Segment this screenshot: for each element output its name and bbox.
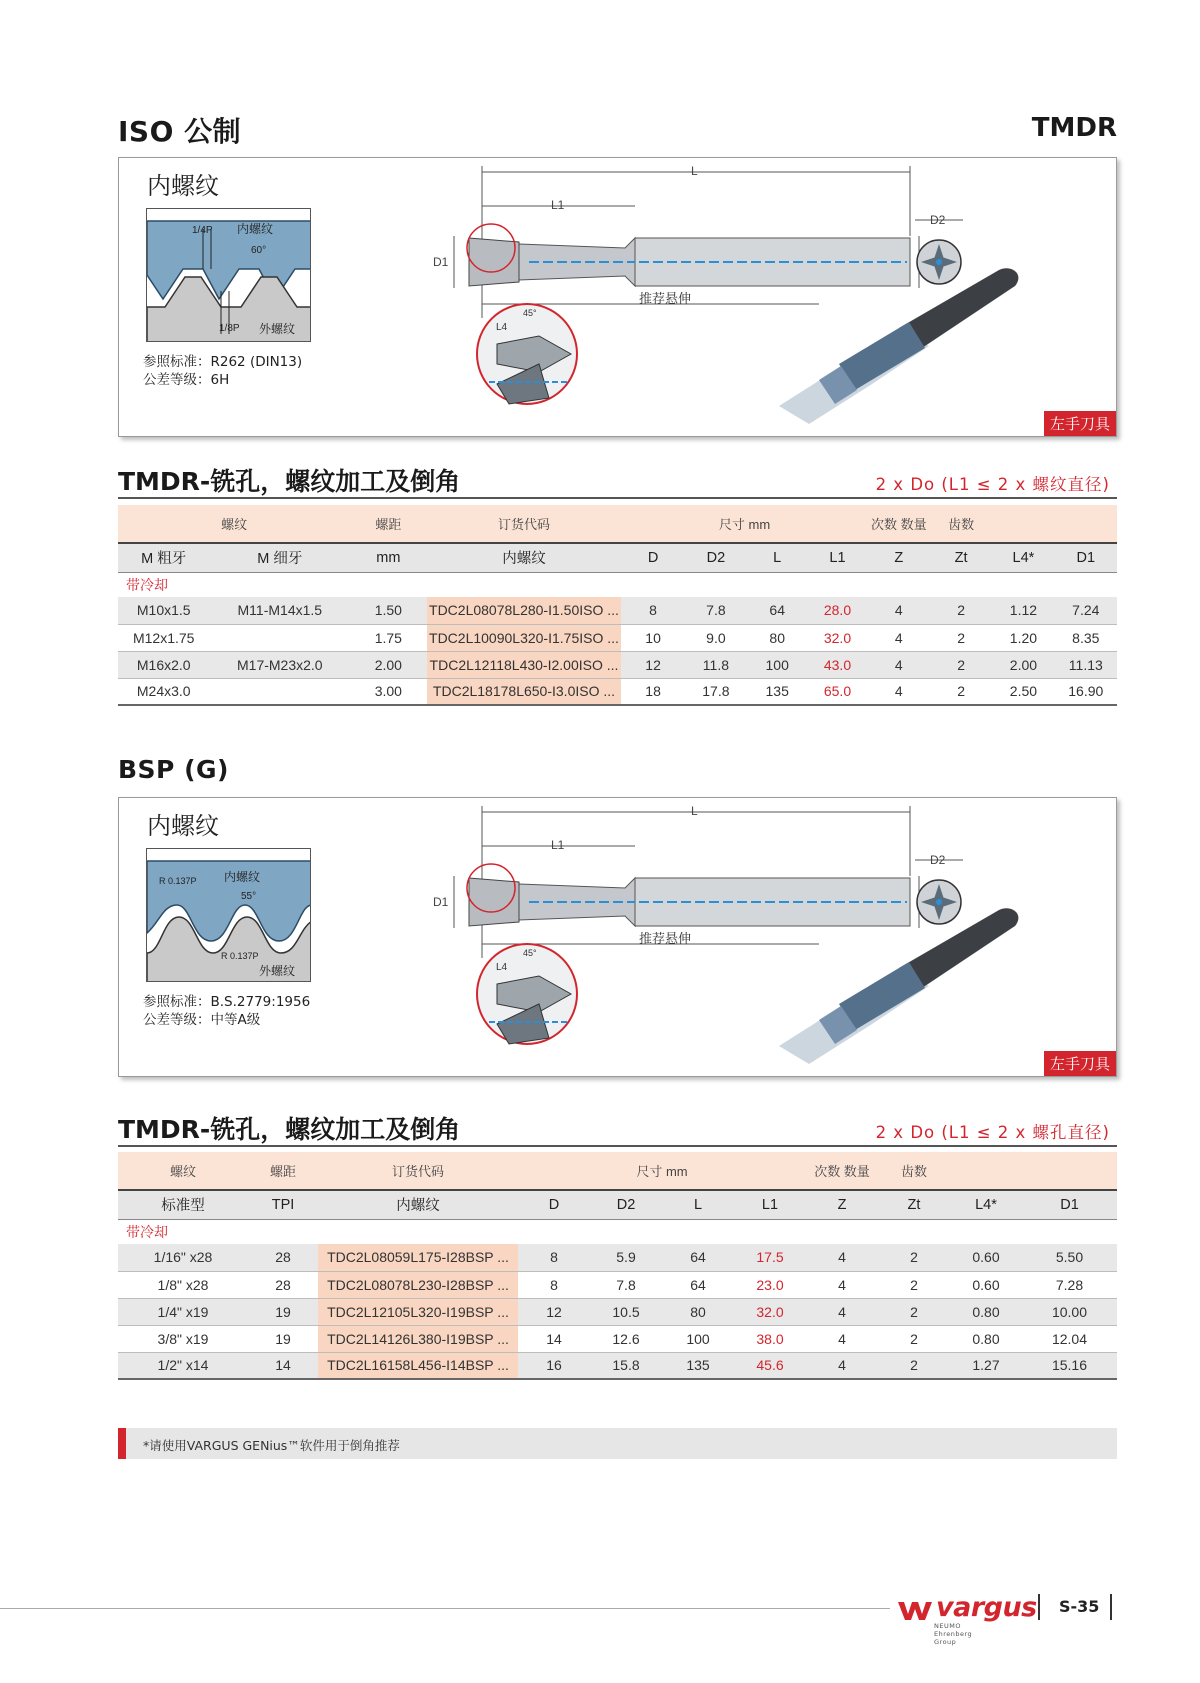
table-cell: 64: [662, 1244, 734, 1271]
bsp-section-title: TMDR-铣孔，螺纹加工及倒角: [118, 1115, 461, 1144]
table-cell: 18: [621, 678, 684, 705]
table-cell: 0.80: [950, 1325, 1022, 1352]
group-teeth: 齿数: [878, 1152, 950, 1190]
col-header: Zt: [878, 1190, 950, 1219]
profile-label-top1: 1/4P: [192, 225, 213, 236]
col-header: Zt: [930, 543, 992, 572]
left-hand-tool-badge: 左手刀具: [1044, 1051, 1116, 1076]
table-cell: 14: [248, 1352, 318, 1379]
table-cell: 0.60: [950, 1271, 1022, 1298]
table-cell: 2: [878, 1325, 950, 1352]
order-code-cell: TDC2L18178L650-I3.0ISO ...: [427, 678, 622, 705]
footnote-text: *请使用VARGUS GENius™软件用于倒角推荐: [143, 1438, 400, 1453]
order-code-cell: TDC2L12118L430-I2.00ISO ...: [427, 651, 622, 678]
table-cell: 2.00: [992, 651, 1054, 678]
order-code-cell: TDC2L16158L456-I14BSP ...: [318, 1352, 518, 1379]
col-header: L4*: [992, 543, 1054, 572]
table-cell: 17.5: [734, 1244, 806, 1271]
col-header: Z: [868, 543, 930, 572]
table-cell: 2: [878, 1271, 950, 1298]
table-cell: 1.20: [992, 624, 1054, 651]
table-cell: 2: [930, 651, 992, 678]
table-cell: 16.90: [1055, 678, 1117, 705]
table-cell: 5.50: [1022, 1244, 1117, 1271]
table-cell: [209, 678, 350, 705]
table-cell: 5.9: [590, 1244, 662, 1271]
group-thread: 螺纹: [118, 505, 350, 543]
col-header: D1: [1055, 543, 1117, 572]
table-cell: 4: [868, 597, 930, 624]
group-thread: 螺纹: [118, 1152, 248, 1190]
table-cell: 2: [878, 1298, 950, 1325]
table-cell: 1.50: [350, 597, 426, 624]
dim-label-D2: D2: [930, 853, 946, 867]
footer-separator: [1110, 1594, 1112, 1620]
group-order-code: 订货代码: [318, 1152, 518, 1190]
chamfer-angle-label: 45°: [523, 308, 537, 318]
table-cell: 28: [248, 1271, 318, 1298]
table-group-header: [118, 505, 1117, 543]
order-code-cell: TDC2L12105L320-I19BSP ...: [318, 1298, 518, 1325]
table-cell: 2: [878, 1244, 950, 1271]
table-cell: 32.0: [734, 1298, 806, 1325]
overhang-label: 推荐悬伸: [639, 292, 692, 307]
profile-label-top1: R 0.137P: [159, 876, 197, 886]
dim-label-D1: D1: [433, 255, 449, 269]
tool-photo: [779, 268, 1018, 424]
table-cell: 4: [868, 678, 930, 705]
page-number: S-35: [1059, 1597, 1100, 1616]
col-header: D: [621, 543, 684, 572]
col-header: M 粗牙: [118, 543, 209, 572]
table-row: [118, 1244, 1117, 1271]
table-cell: 0.60: [950, 1244, 1022, 1271]
bsp-section-note: 2 x Do (L1 ≤ 2 x 螺孔直径): [875, 1123, 1110, 1142]
table-cell: 12: [518, 1298, 590, 1325]
bsp-spec-table: [118, 1152, 1117, 1380]
table-cell: M12x1.75: [118, 624, 209, 651]
col-header: Z: [806, 1190, 878, 1219]
col-header: L: [662, 1190, 734, 1219]
panel-title: 内螺纹: [147, 812, 219, 840]
table-cell: 32.0: [807, 624, 867, 651]
table-cell: 1/2" x14: [118, 1352, 248, 1379]
table-cell: 19: [248, 1298, 318, 1325]
table-cell: 8: [518, 1271, 590, 1298]
tolerance-grade: 公差等级：中等A级: [143, 1012, 261, 1028]
logo-subline: NEUMO Ehrenberg Group: [934, 1622, 973, 1646]
col-header: 内螺纹: [318, 1190, 518, 1219]
order-code-cell: TDC2L10090L320-I1.75ISO ...: [427, 624, 622, 651]
table-cell: 19: [248, 1325, 318, 1352]
dim-label-L4: L4: [496, 322, 508, 333]
profile-label-angle: 55°: [241, 891, 257, 902]
dim-label-L: L: [691, 804, 698, 818]
col-header: M 细牙: [209, 543, 350, 572]
table-row: [118, 1298, 1117, 1325]
col-header: D2: [685, 543, 747, 572]
left-hand-tool-badge: 左手刀具: [1044, 411, 1116, 436]
table-cell: 4: [806, 1244, 878, 1271]
table-cell: 64: [662, 1271, 734, 1298]
coolant-row: [118, 1219, 1117, 1244]
table-cell: 65.0: [807, 678, 867, 705]
col-header: 标准型: [118, 1190, 248, 1219]
table-column-header: [118, 543, 1117, 572]
table-cell: 38.0: [734, 1325, 806, 1352]
table-cell: 100: [747, 651, 807, 678]
table-row: [118, 651, 1117, 678]
order-code-cell: TDC2L08078L230-I28BSP ...: [318, 1271, 518, 1298]
dim-label-L1: L1: [551, 838, 565, 852]
group-passes: 次数 数量: [806, 1152, 878, 1190]
table-cell: 7.24: [1055, 597, 1117, 624]
table-cell: 10.5: [590, 1298, 662, 1325]
profile-label-bottom1: R 0.137P: [221, 951, 259, 961]
table-cell: 17.8: [685, 678, 747, 705]
table-cell: 8.35: [1055, 624, 1117, 651]
col-header: mm: [350, 543, 426, 572]
dim-label-D2: D2: [930, 213, 946, 227]
table-cell: 4: [806, 1298, 878, 1325]
tool-photo: [779, 908, 1018, 1064]
table-cell: 14: [518, 1325, 590, 1352]
table-cell: 4: [806, 1352, 878, 1379]
table-cell: 1/8" x28: [118, 1271, 248, 1298]
bsp-diagram-panel: [118, 797, 1117, 1077]
iso-section-title: TMDR-铣孔，螺纹加工及倒角: [118, 467, 461, 496]
table-cell: 4: [868, 651, 930, 678]
table-cell: 135: [747, 678, 807, 705]
table-cell: 16: [518, 1352, 590, 1379]
group-pitch: 螺距: [350, 505, 426, 543]
tolerance-grade: 公差等级：6H: [143, 372, 230, 388]
table-row: [118, 1352, 1117, 1379]
footer-rule: [0, 1608, 890, 1609]
table-cell: 2: [930, 678, 992, 705]
table-cell: 2: [930, 624, 992, 651]
iso-spec-table: [118, 505, 1117, 706]
dim-label-L1: L1: [551, 198, 565, 212]
reference-standard: 参照标准：R262 (DIN13): [143, 354, 303, 370]
table-cell: 1/4" x19: [118, 1298, 248, 1325]
table-cell: [209, 624, 350, 651]
footnote-accent-bar: [118, 1428, 126, 1459]
table-cell: 2.50: [992, 678, 1054, 705]
dim-label-L: L: [691, 164, 698, 178]
table-cell: 1/16" x28: [118, 1244, 248, 1271]
table-cell: 0.80: [950, 1298, 1022, 1325]
table-cell: 12.04: [1022, 1325, 1117, 1352]
table-cell: 7.8: [590, 1271, 662, 1298]
table-cell: 2: [930, 597, 992, 624]
table-cell: 23.0: [734, 1271, 806, 1298]
section-rule: [118, 1145, 1117, 1147]
tool-drawing: [119, 798, 1118, 1078]
table-cell: 2: [878, 1352, 950, 1379]
section-rule: [118, 497, 1117, 499]
table-cell: 45.6: [734, 1352, 806, 1379]
table-cell: 15.8: [590, 1352, 662, 1379]
table-cell: M10x1.5: [118, 597, 209, 624]
table-cell: M17-M23x2.0: [209, 651, 350, 678]
iso-diagram-panel: [118, 157, 1117, 437]
order-code-cell: TDC2L08059L175-I28BSP ...: [318, 1244, 518, 1271]
table-cell: 10: [621, 624, 684, 651]
group-passes: 次数 数量: [868, 505, 930, 543]
table-column-header: [118, 1190, 1117, 1219]
col-header: TPI: [248, 1190, 318, 1219]
profile-label-bottom2: 外螺纹: [259, 322, 296, 336]
overhang-label: 推荐悬伸: [639, 932, 692, 947]
panel-title: 内螺纹: [147, 172, 219, 200]
table-cell: 12: [621, 651, 684, 678]
group-dimensions: 尺寸 mm: [518, 1152, 806, 1190]
table-cell: 11.8: [685, 651, 747, 678]
table-cell: 8: [621, 597, 684, 624]
profile-label-bottom1: 1/8P: [219, 323, 240, 334]
profile-label-top2: 内螺纹: [224, 870, 261, 884]
col-header: L4*: [950, 1190, 1022, 1219]
table-cell: 80: [662, 1298, 734, 1325]
table-row: [118, 597, 1117, 624]
order-code-cell: TDC2L14126L380-I19BSP ...: [318, 1325, 518, 1352]
table-cell: 3.00: [350, 678, 426, 705]
dim-label-D1: D1: [433, 895, 449, 909]
group-dimensions: 尺寸 mm: [621, 505, 867, 543]
profile-label-angle: 60°: [251, 245, 267, 256]
table-cell: 28.0: [807, 597, 867, 624]
table-cell: 2.00: [350, 651, 426, 678]
table-cell: M24x3.0: [118, 678, 209, 705]
product-code: TMDR: [1031, 113, 1117, 143]
table-row: [118, 1271, 1117, 1298]
table-cell: 43.0: [807, 651, 867, 678]
table-cell: 1.75: [350, 624, 426, 651]
footnote-box: [118, 1428, 1117, 1459]
table-cell: 28: [248, 1244, 318, 1271]
table-cell: 10.00: [1022, 1298, 1117, 1325]
table-cell: 15.16: [1022, 1352, 1117, 1379]
col-header: D: [518, 1190, 590, 1219]
table-cell: 9.0: [685, 624, 747, 651]
table-cell: 4: [868, 624, 930, 651]
col-header: D2: [590, 1190, 662, 1219]
chamfer-angle-label: 45°: [523, 948, 537, 958]
iso-section-note: 2 x Do (L1 ≤ 2 x 螺纹直径): [875, 475, 1110, 494]
table-cell: 7.28: [1022, 1271, 1117, 1298]
table-cell: 64: [747, 597, 807, 624]
profile-label-bottom2: 外螺纹: [259, 964, 296, 978]
col-header: L: [747, 543, 807, 572]
col-header: D1: [1022, 1190, 1117, 1219]
group-order-code: 订货代码: [427, 505, 622, 543]
footer-separator: [1038, 1594, 1040, 1620]
logo-mark-icon: [898, 1600, 934, 1622]
table-cell: 12.6: [590, 1325, 662, 1352]
profile-label-top2: 内螺纹: [237, 222, 274, 236]
col-header: L1: [807, 543, 867, 572]
table-cell: M16x2.0: [118, 651, 209, 678]
table-cell: 1.27: [950, 1352, 1022, 1379]
tool-drawing: [119, 158, 1118, 438]
table-cell: 135: [662, 1352, 734, 1379]
table-cell: 80: [747, 624, 807, 651]
table-cell: M11-M14x1.5: [209, 597, 350, 624]
logo-wordmark: vargus: [936, 1592, 1037, 1623]
group-teeth: 齿数: [930, 505, 992, 543]
table-cell: 4: [806, 1325, 878, 1352]
coolant-label: 带冷却: [126, 576, 168, 593]
heading-iso: ISO 公制: [118, 115, 242, 148]
table-cell: 1.12: [992, 597, 1054, 624]
reference-standard: 参照标准：B.S.2779:1956: [143, 994, 311, 1010]
coolant-row: [118, 572, 1117, 597]
table-row: [118, 678, 1117, 705]
heading-bsp: BSP (G): [118, 755, 229, 784]
group-pitch: 螺距: [248, 1152, 318, 1190]
table-cell: 7.8: [685, 597, 747, 624]
table-cell: 11.13: [1055, 651, 1117, 678]
table-group-header: [118, 1152, 1117, 1190]
table-cell: 4: [806, 1271, 878, 1298]
col-header: L1: [734, 1190, 806, 1219]
dim-label-L4: L4: [496, 962, 508, 973]
table-cell: 3/8" x19: [118, 1325, 248, 1352]
table-row: [118, 1325, 1117, 1352]
table-cell: 100: [662, 1325, 734, 1352]
table-cell: 8: [518, 1244, 590, 1271]
order-code-cell: TDC2L08078L280-I1.50ISO ...: [427, 597, 622, 624]
col-header: 内螺纹: [427, 543, 622, 572]
coolant-label: 带冷却: [126, 1223, 168, 1240]
table-row: [118, 624, 1117, 651]
